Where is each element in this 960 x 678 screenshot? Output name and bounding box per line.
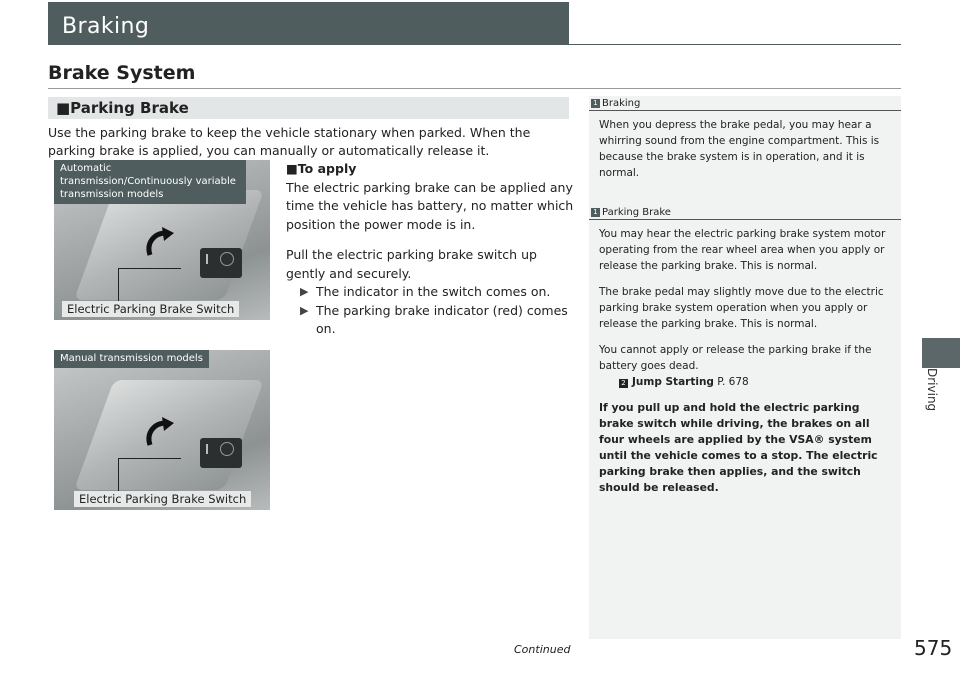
note-paragraph: The brake pedal may slightly move due to the electric parking brake system operation when you apply or release the parking brake. This is normal. [599,286,884,330]
chapter-side-tab [922,338,960,368]
figure-automatic [54,160,270,320]
result-text: The indicator in the switch comes on. [316,284,551,299]
subsection-title: ■Parking Brake [56,99,189,117]
note-marker-icon: 1 [591,99,600,108]
intro-paragraph: Use the parking brake to keep the vehicle stationary when parked. When the parking brake is applied, you can manually or automatically release it. [48,125,531,158]
brake-glyph-icon [220,442,234,456]
note-paragraph: When you depress the brake pedal, you may hear a whirring sound from the engine compartment. This is because the brake system is in operation, and it is normal. [599,119,880,179]
section-rule [48,88,901,89]
continued-label: Continued [514,643,571,656]
apply-instructions [286,160,576,339]
note-paragraph: You cannot apply or release the parking brake if the battery goes dead. [599,344,872,372]
note-heading-text: Parking Brake [602,206,671,218]
apply-heading: ■To apply [286,161,357,176]
auto-hold-glyph-icon [206,254,214,264]
arrow-right-icon: ▶ [300,285,309,298]
xref-page: P. 678 [717,376,749,388]
note-braking [589,96,901,191]
figure-tag: Automatic transmission/Continuously variable transmission models [54,160,246,204]
note-marker-icon: 1 [591,208,600,217]
side-tab-label-box [925,368,955,428]
chapter-title: Braking [62,14,150,39]
note-warning-bold: If you pull up and hold the electric parking brake switch while driving, the brakes on all four wheels are applied by the VSA® system until the vehicle comes to a stop. The electric parking brake then applies, and the switch should be released. [599,401,878,494]
result-bullet [286,283,576,302]
side-tab-label: Driving [925,368,939,412]
pull-arrow-icon [142,225,178,261]
figure-tag: Manual transmission models [54,350,209,368]
callout-line [118,268,181,303]
cross-reference-link[interactable] [599,374,889,390]
brake-glyph-icon [220,252,234,266]
callout-line [118,458,181,493]
figure-caption: Electric Parking Brake Switch [62,301,239,317]
pull-arrow-icon [142,415,178,451]
note-heading [589,205,901,220]
arrow-right-icon: ▶ [300,303,309,317]
figure-caption: Electric Parking Brake Switch [74,491,251,507]
auto-hold-glyph-icon [206,444,214,454]
section-title: Brake System [48,62,196,84]
note-body [589,220,901,496]
result-text: The parking brake indicator (red) comes on. [316,302,568,336]
xref-label: Jump Starting [632,376,714,388]
header-rule [569,44,901,45]
note-heading-text: Braking [602,97,641,109]
apply-paragraph-1: The electric parking brake can be applied any time the vehicle has battery, no matter which position the power mode is in. [286,179,574,232]
note-paragraph: You may hear the electric parking brake system motor operating from the rear wheel area when you apply or release the parking brake. This is normal. [599,228,886,272]
note-parking-brake [589,205,901,506]
note-body [589,111,901,181]
page-ref-icon: 2 [619,379,628,388]
figure-manual [54,350,270,510]
apply-paragraph-2: Pull the electric parking brake switch up gently and securely. [286,247,537,281]
result-bullet [286,302,576,339]
note-heading [589,96,901,111]
page-number: 575 [914,636,953,660]
